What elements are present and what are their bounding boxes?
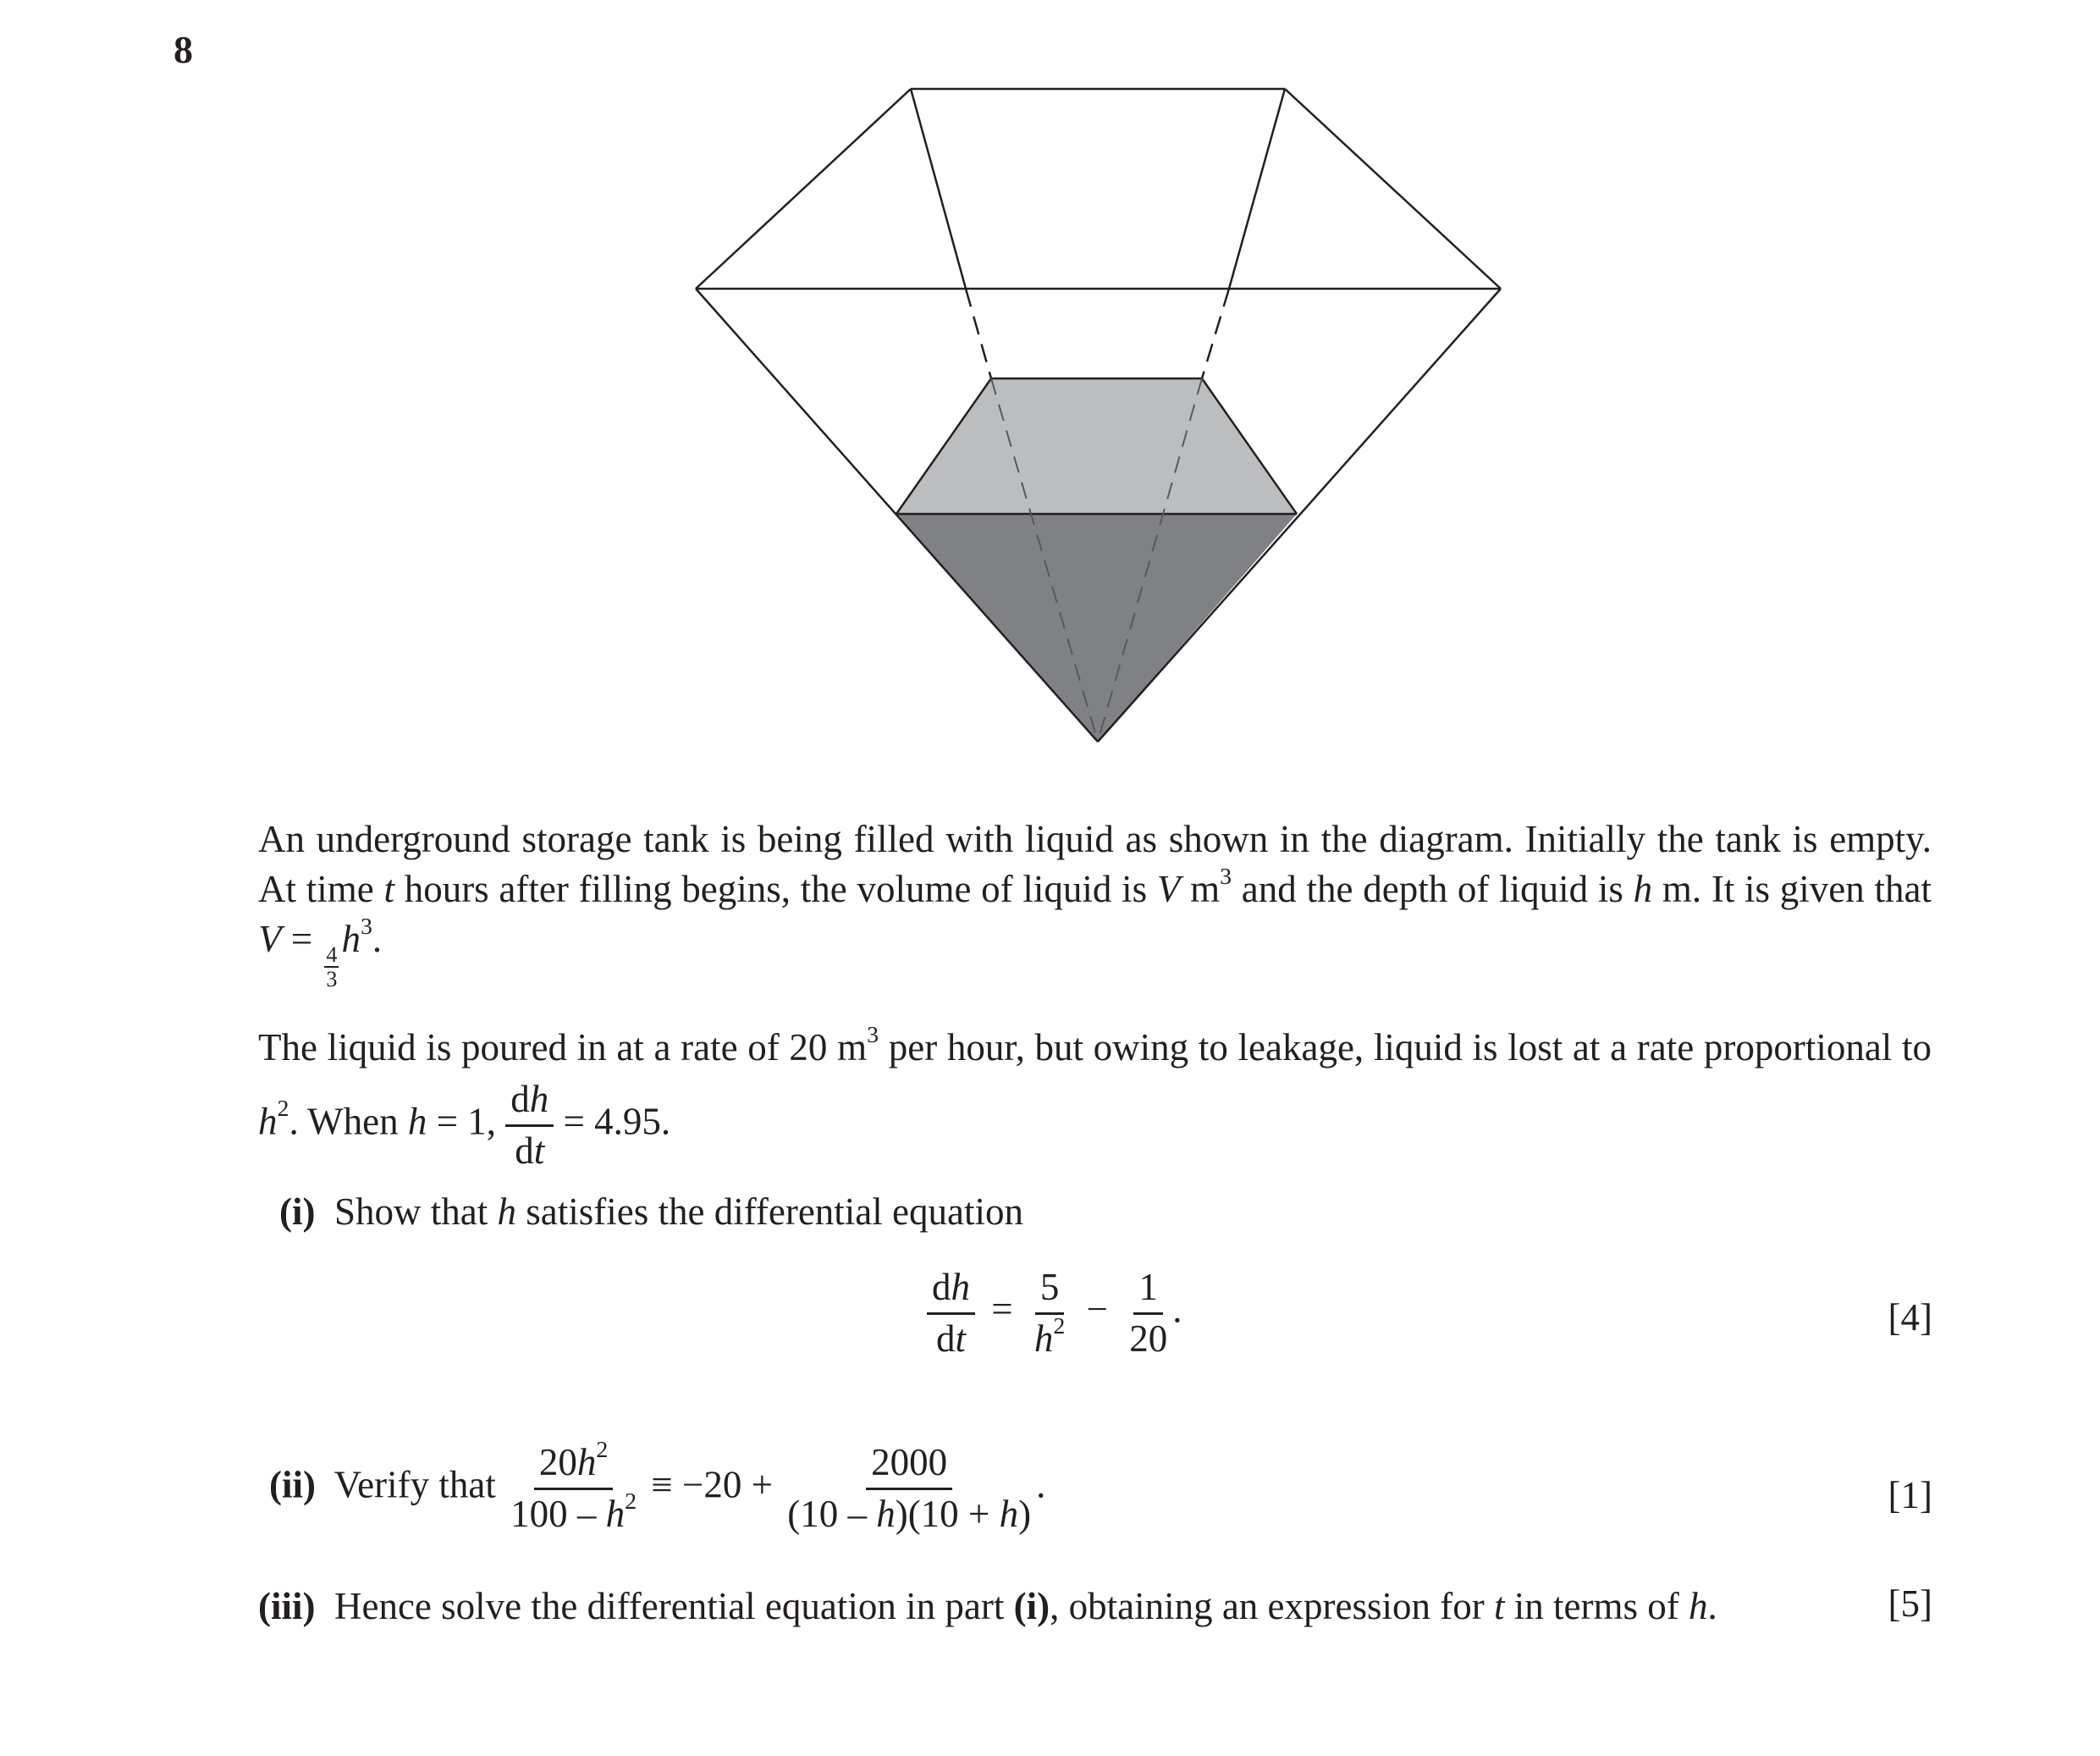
var-h: h [258, 1100, 278, 1143]
var-V: V [258, 918, 282, 960]
var-t: t [955, 1317, 966, 1360]
denominator [782, 1490, 1036, 1536]
text: d [932, 1266, 951, 1308]
var-h: h [576, 1441, 597, 1483]
denominator [505, 1490, 642, 1536]
part-i [279, 1187, 1023, 1237]
var-t: t [383, 868, 394, 910]
var-h: h [529, 1078, 549, 1120]
numerator: 4 [326, 942, 338, 967]
text: d [935, 1317, 956, 1360]
part-label: (i) [279, 1190, 316, 1233]
back-right-edge-hidden [1202, 289, 1229, 378]
text: satisfies the differential equation [516, 1190, 1023, 1233]
var-t: t [533, 1129, 545, 1172]
fraction-1-over-20 [1124, 1267, 1172, 1360]
var-h: h [1633, 868, 1653, 910]
denominator [1029, 1312, 1070, 1361]
text: d [515, 1129, 534, 1172]
superscript: 2 [596, 1437, 609, 1464]
var-t: t [1493, 1585, 1505, 1627]
text: (10 – [787, 1492, 877, 1535]
fraction-2000-over-product [782, 1442, 1036, 1535]
back-right-edge-visible [1229, 89, 1285, 289]
text: 20 [538, 1441, 577, 1483]
text: d [510, 1078, 530, 1120]
text: Hence solve the differential equation in part [333, 1585, 1014, 1627]
back-left-edge-visible [911, 89, 966, 289]
back-left-edge-hidden [966, 289, 991, 378]
var-h: h [951, 1266, 970, 1308]
numerator: 5 [1035, 1267, 1065, 1315]
differential-equation [927, 1267, 1182, 1360]
var-h: h [876, 1492, 896, 1535]
fraction-four-thirds [324, 943, 339, 991]
rate-paragraph [258, 1016, 1932, 1172]
marks-part-ii: [1] [1888, 1474, 1932, 1516]
marks-part-iii: [5] [1888, 1582, 1932, 1625]
denominator [931, 1315, 971, 1361]
part-ii [269, 1437, 1046, 1535]
var-V: V [1156, 868, 1181, 910]
numerator: 1 [1133, 1267, 1163, 1315]
top-right-edge [1285, 89, 1501, 289]
text: An underground storage tank is being filled with liquid as shown in the diagram. Initially the tank is empty. At time [258, 818, 1932, 910]
part-label: (iii) [258, 1585, 316, 1627]
superscript: 2 [625, 1488, 637, 1515]
text: per hour, but owing to leakage, liquid is lost at a rate proportional to [879, 1026, 1932, 1069]
part-label: (ii) [269, 1463, 316, 1506]
identity-text: ≡ −20 + [651, 1463, 773, 1506]
text: , obtaining an expression for [1050, 1585, 1494, 1627]
text: = 1, [427, 1100, 506, 1143]
minus-sign: − [1086, 1288, 1108, 1331]
superscript: 3 [360, 914, 372, 941]
text: m. It is given that [1652, 868, 1932, 910]
text: = 4.95. [554, 1100, 671, 1143]
denominator: 3 [326, 967, 338, 992]
text: Show that [333, 1190, 498, 1233]
question-number: 8 [174, 28, 193, 71]
var-h: h [1033, 1317, 1054, 1360]
fraction-dh-dt [927, 1267, 975, 1360]
superscript: 2 [277, 1096, 289, 1123]
part-iii [258, 1582, 1717, 1632]
text: . [372, 918, 383, 960]
denominator [510, 1127, 549, 1173]
text: The liquid is poured in at a rate of 20 m [258, 1026, 868, 1069]
text: 100 – [510, 1492, 606, 1535]
liquid-body [896, 514, 1297, 742]
numerator [505, 1079, 554, 1127]
var-h: h [605, 1492, 626, 1535]
var-h: h [341, 918, 361, 960]
var-h: h [497, 1190, 516, 1233]
marks-part-i: [4] [1888, 1296, 1932, 1339]
text: hours after filling begins, the volume of liquid is [394, 868, 1157, 910]
text: . [1036, 1463, 1046, 1506]
text: and the depth of liquid is [1232, 868, 1634, 910]
text: m [1180, 868, 1221, 910]
tank-diagram [0, 0, 2100, 762]
text: in terms of [1504, 1585, 1689, 1627]
text: )(10 + [895, 1492, 1000, 1535]
text: . When [289, 1100, 408, 1143]
numerator: 2000 [866, 1442, 952, 1490]
text: = [281, 918, 322, 960]
top-left-edge [696, 89, 911, 289]
denominator: 20 [1129, 1317, 1168, 1360]
equals-sign: = [991, 1288, 1013, 1331]
var-h: h [1688, 1585, 1708, 1627]
fraction-dh-dt [505, 1079, 554, 1172]
superscript: 3 [867, 1022, 879, 1049]
text: Verify that [333, 1463, 496, 1506]
part-reference: (i) [1013, 1585, 1050, 1627]
superscript: 3 [1220, 864, 1232, 891]
text: ) [1018, 1492, 1032, 1535]
fraction-5-over-h2 [1029, 1267, 1070, 1360]
superscript: 2 [1053, 1312, 1066, 1339]
var-h: h [407, 1100, 427, 1143]
text: . [1707, 1585, 1717, 1627]
liquid-surface [896, 378, 1297, 514]
intro-paragraph [258, 814, 1932, 991]
text: . [1172, 1288, 1182, 1331]
numerator [534, 1437, 613, 1490]
numerator [927, 1267, 975, 1315]
fraction-20h2-over-100-h2 [505, 1437, 642, 1535]
var-h: h [999, 1492, 1019, 1535]
